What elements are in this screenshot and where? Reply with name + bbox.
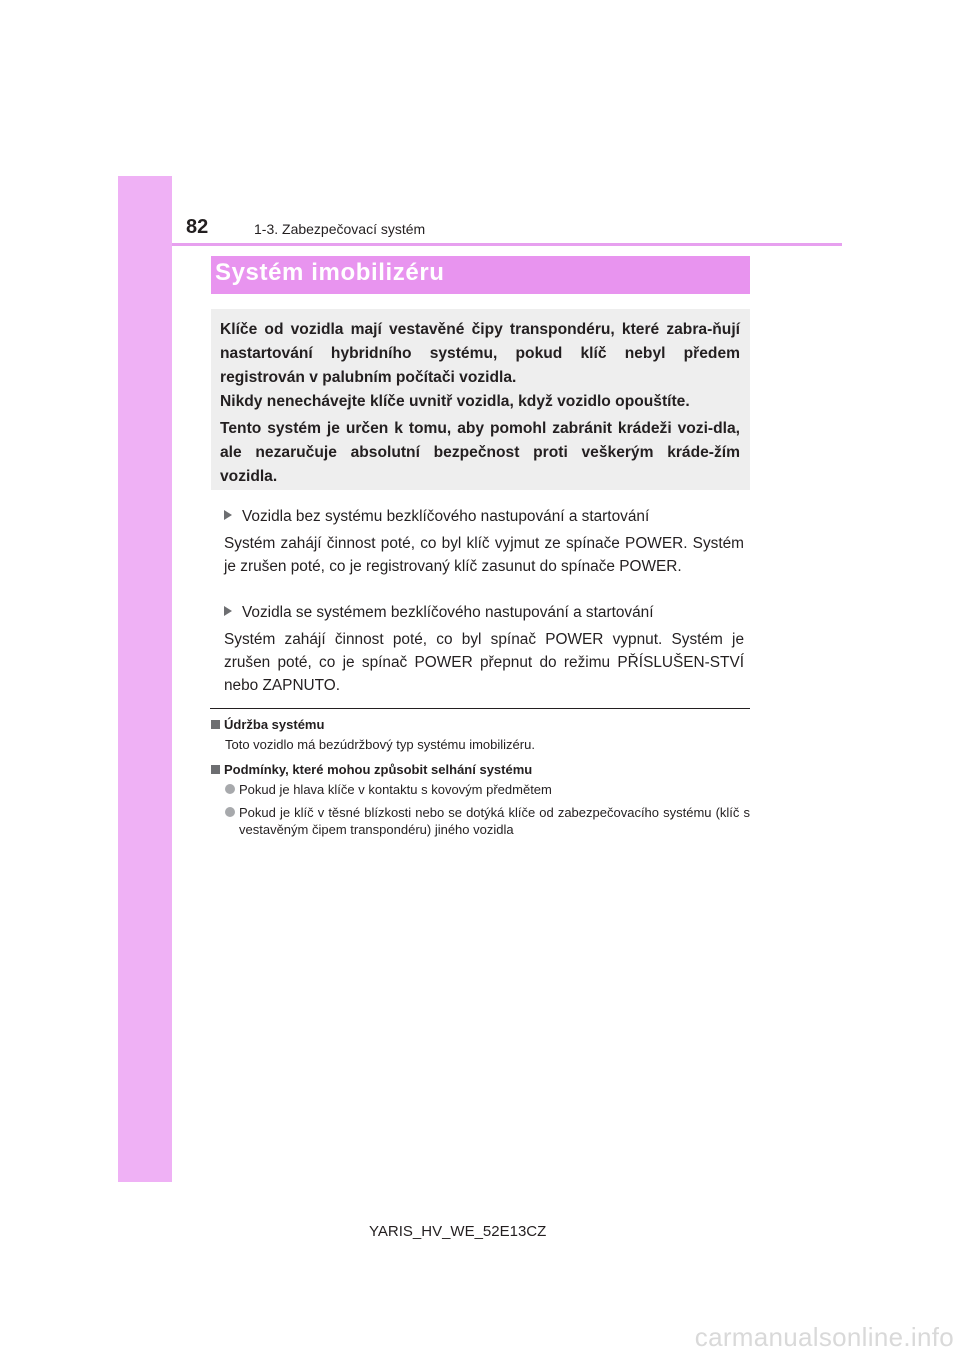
- header-divider: [172, 243, 842, 246]
- circle-bullet-icon: [225, 784, 235, 794]
- triangle-bullet-icon: [224, 606, 232, 616]
- page-number: 82: [186, 216, 209, 238]
- watermark: carmanualsonline.info: [694, 1322, 954, 1352]
- intro-paragraph: Nikdy nenechávejte klíče uvnitř vozidla, když vozidlo opouštíte.: [220, 393, 690, 410]
- section-title: Systém imobilizéru: [215, 259, 445, 286]
- section-title-bar: [211, 256, 750, 294]
- triangle-bullet-icon: [224, 510, 232, 520]
- note-heading-maintenance: Údržba systému: [211, 717, 324, 732]
- square-bullet-icon: [211, 765, 220, 774]
- body-paragraph: Systém zahájí činnost poté, co byl spínač POWER vypnut. Systém je zrušen poté, co je spínač POWER přepnut do režimu PŘÍSLUŠEN-STVÍ nebo ZAPNUTO.: [224, 631, 744, 694]
- sidebar-tab: [118, 176, 172, 1182]
- list-item: Pokud je hlava klíče v kontaktu s kovovým předmětem: [225, 781, 750, 798]
- intro-paragraph: Tento systém je určen k tomu, aby pomohl zabránit krádeži vozi-dla, ale nezaručuje absolutní bezpečnost proti veškerým kráde-žím vozidla.: [220, 420, 740, 485]
- circle-bullet-icon: [225, 807, 235, 817]
- notes-divider: [210, 708, 750, 709]
- intro-paragraph: Klíče od vozidla mají vestavěné čipy transpondéru, které zabra-ňují nastartování hybridního systému, pokud klíč nebyl předem registrován v palubním počítači vozidla.: [220, 321, 740, 386]
- subheading-without-smart-entry: Vozidla bez systému bezklíčového nastupování a startování: [224, 505, 649, 528]
- list-item: Pokud je klíč v těsné blízkosti nebo se dotýká klíče od zabezpečovacího systému (klíč s vestavěným čipem transpondéru) jiného vozidla: [225, 804, 750, 838]
- body-paragraph: Systém zahájí činnost poté, co byl klíč vyjmut ze spínače POWER. Systém je zrušen poté, co je registrovaný klíč zasunut do spínače POWER.: [224, 535, 744, 575]
- square-bullet-icon: [211, 720, 220, 729]
- subheading-with-smart-entry: Vozidla se systémem bezklíčového nastupování a startování: [224, 601, 654, 624]
- note-heading-conditions: Podmínky, které mohou způsobit selhání systému: [211, 762, 532, 777]
- note-text-maintenance: Toto vozidlo má bezúdržbový typ systému imobilizéru.: [225, 737, 535, 752]
- chapter-title: 1-3. Zabezpečovací systém: [254, 221, 426, 237]
- document-code: YARIS_HV_WE_52E13CZ: [369, 1223, 547, 1240]
- intro-box: [211, 309, 750, 490]
